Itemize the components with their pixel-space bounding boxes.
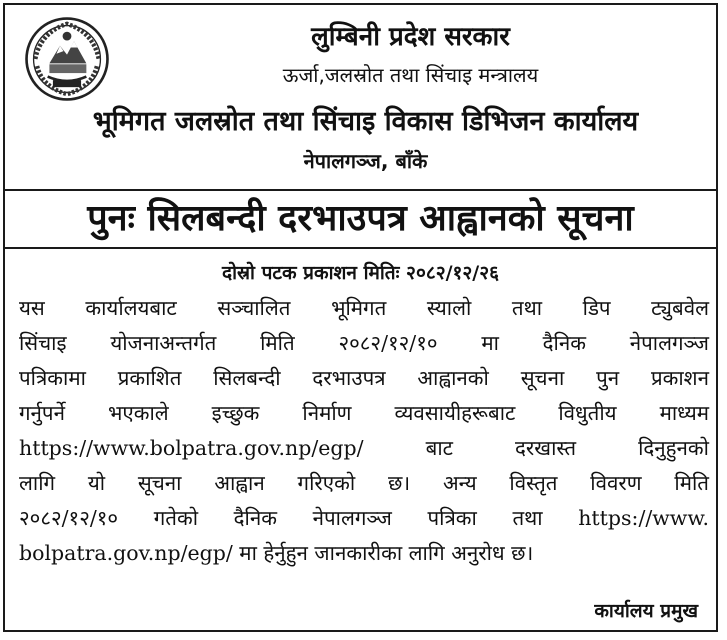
office-location: नेपालगञ्ज, बाँके (303, 149, 428, 173)
notice-body-line: सिंचाइ योजनाअन्तर्गत मिति २०८२/१२/१० मा दैनिक नेपालगञ्ज (19, 331, 709, 355)
notice-body-line: https://www.bolpatra.gov.np/egp/ बाट दरखास्त दिनुहुनको (19, 436, 709, 460)
notice-title: पुनः सिलबन्दी दरभाउपत्र आह्वानको सूचना (5, 189, 716, 249)
notice-body-line: २०८२/१२/१० गतेको दैनिक नेपालगञ्ज पत्रिका तथा https://www. (19, 506, 709, 530)
notice-body-line: पत्रिकामा प्रकाशित सिलबन्दी दरभाउपत्र आह्वानको सूचना पुन प्रकाशन (19, 366, 709, 390)
publication-date: दोस्रो पटक प्रकाशन मितिः २०८२/१२/२६ (222, 262, 499, 284)
notice-body-line: लागि यो सूचना आह्वान गरिएको छ। अन्य विस्तृत विवरण मिति (19, 471, 709, 495)
notice-body-line: गर्नुपर्ने भएकाले इच्छुक निर्माण व्यवसायीहरूबाट विधुतीय माध्यम (19, 401, 709, 425)
government-name: लुम्बिनी प्रदेश सरकार (311, 22, 510, 52)
ministry-name: ऊर्जा,जलस्रोत तथा सिंचाइ मन्त्रालय (282, 63, 539, 87)
office-name: भूमिगत जलस्रोत तथा सिंचाइ विकास डिभिजन कार्यालय (92, 106, 639, 137)
notice-body-line: bolpatra.gov.np/egp/ मा हेर्नुहुन जानकारीका लागि अनुरोध छ। (19, 541, 534, 565)
notice-body-line: यस कार्यालयबाट सञ्चालित भूमिगत स्यालो तथा डिप ट्युबवेल (19, 296, 709, 320)
notice-box (3, 3, 718, 632)
signature: कार्यालय प्रमुख (594, 600, 698, 622)
notice-body (19, 291, 709, 571)
nepal-government-emblem-icon (23, 15, 111, 103)
